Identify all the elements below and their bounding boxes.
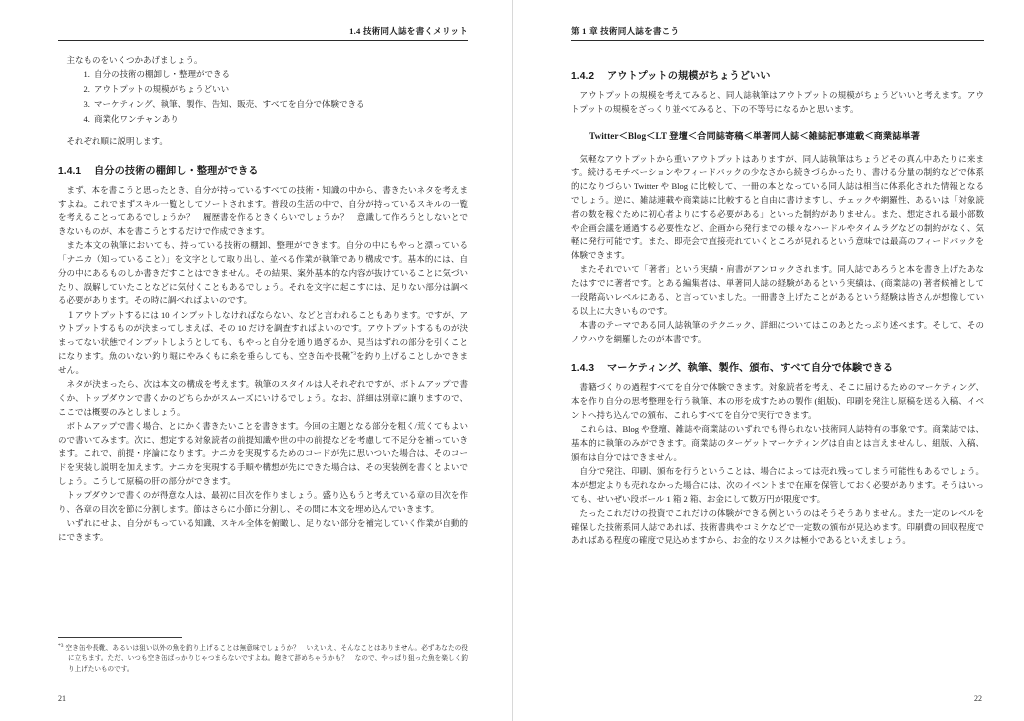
footnote — [58, 642, 468, 675]
paragraph-text-before-footnote: １アウトプットするには 10 インプットしなければならない、などと言われることもあります。ですが、アウトプットするものが決まってしまえば、その 10 だけを調査すればよいのです。アウトプットするものが決まってない状態でインプットしようとしても、もやっと自分を通り過ぎるか、見当はずれの部分を引くことになります。魚のいない釣り堀にやみくもに糸を垂らしても、空き缶や長靴 — [58, 309, 468, 362]
paragraph: アウトプットの規模を考えてみると、同人誌執筆はアウトプットの規模がちょうどいいと考えます。アウトプットの規模をざっくり並べてみると、下の不等号になるかと思います。 — [571, 90, 984, 114]
section-heading-1-4-1 — [58, 162, 468, 177]
section-number: 1.4.2 — [571, 71, 595, 83]
after-list-paragraph: それぞれ順に説明します。 — [66, 136, 168, 147]
scale-inequality-line: Twitter＜Blog＜LT 登壇＜合同誌寄稿＜単著同人誌＜雑誌記事連載＜商業誌単著 — [589, 130, 921, 141]
list-item: 1. 自分の技術の棚卸し・整理ができる — [92, 68, 468, 82]
benefits-list — [58, 68, 468, 127]
paragraph-text-after-footnote: を釣り上げることしかできません。 — [58, 351, 468, 375]
footnote-reference-icon[interactable]: *3 — [350, 351, 356, 358]
paragraph: いずれにせよ、自分がもっている知識、スキル全体を俯瞰し、足りない部分を補完していく作業が自動的にできます。 — [58, 518, 468, 542]
lead-paragraph: 主なものをいくつかあげましょう。 — [66, 55, 203, 66]
list-item: 2. アウトプットの規模がちょうどいい — [92, 83, 468, 97]
paragraph-with-footnote — [58, 309, 468, 378]
running-head-left: 1.4 技術同人誌を書くメリット — [58, 26, 468, 41]
paragraph: 自分で発注、印刷、頒布を行うということは、場合によっては売れ残ってしまう可能性もあるでしょう。本が想定よりも売れなかった場合には、次のイベントまで在庫を保管しておく必要があります。そうはいっても、せいぜい段ボール 1 箱 2 箱、お金にして数万円が限度です。 — [571, 466, 984, 504]
section-title: アウトプットの規模がちょうどいい — [607, 71, 771, 83]
paragraph: またそれでいて「著者」という実績・肩書がアンロックされます。同人誌であろうと本を書き上げたあなたはすでに著者です。とある編集者は、単著同人誌の経験があるという実績は、(商業誌の) 著者候補として一段階高いレベルにある、と言っていました。一冊書き上げたことがあるという経験は皆さんが想像している以上に大きいものです。 — [571, 264, 984, 316]
footnote-text: 空き缶や長靴、あるいは狙い以外の魚を釣り上げることは無意味でしょうか？ いえいえ、そんなことはありません。必ずあなたの役に立ちます。ただ、いつも空き缶ばっかりじゃつまらないですよね。飽きて辞めちゃうかも？ なので、やっぱり狙った魚を楽しく釣り上げたいものです。 — [65, 644, 468, 673]
paragraph: まず、本を書こうと思ったとき、自分が持っているすべての技術・知識の中から、書きたいネタを考えますよね。これでまずスキル一覧としてソートされます。普段の生活の中で、自分が持っているスキルの一覧を考えることってあるでしょうか？ 履歴書を作るときくらいでしょうか？ 意識して作ろうとしないとできないものが、本を書こうとするだけで作成できます。 — [58, 184, 468, 237]
page-number-left: 21 — [58, 694, 66, 703]
body-right — [571, 41, 984, 548]
paragraph: ネタが決まったら、次は本文の構成を考えます。執筆のスタイルは人それぞれですが、ボトムアップで書くか、トップダウンで書くかのどちらかがスムーズにいけるでしょう。なお、詳細は別章に譲りますので、ここでは概要のみとしましょう。 — [58, 379, 468, 417]
section-number: 1.4.1 — [58, 165, 82, 177]
paragraph: 気軽なアウトプットから重いアウトプットはありますが、同人誌執筆はちょうどその真ん中あたりに来ます。続けるモチベーションやフィードバックの少なさから続きづらかったり、書ける分量の制約などで体系的になりづらい Twitter や Blog に比較して、一冊の本となっている同人誌は相当に体系化された情報となるでしょう。逆に、雑誌連載や商業誌に比較すると自由に書けますし、チェックや網羅性、あるいは「対象読者の数を稼ぐために初心者よりにする必要がある」といった制約がありません。また、想定される最小部数や企画会議を通過する必要性など、企画から発行までの様々なハードルやタイムラグなどの制約がなく、気軽に発行可能です。また、即売会で直接売れていくところが見れるという意味では最高のフィードバックを体験できます。 — [571, 153, 984, 261]
section-heading-1-4-2 — [571, 67, 984, 82]
paragraph: 書籍づくりの過程すべてを自分で体験できます。対象読者を考え、そこに届けるためのマーケティング、本を作り自分の思考整理を行う執筆、本の形を成すための製作 (組版)、印刷を発注し原稿を送る入稿、イベントへ持ち込んでの頒布、これらすべてを自分で実行できます。 — [571, 382, 984, 420]
page-number-right: 22 — [974, 694, 982, 703]
footnote-divider — [58, 637, 182, 638]
running-head-right: 第 1 章 技術同人誌を書こう — [571, 26, 984, 41]
paragraph: これらは、Blog や登壇、雑誌や商業誌のいずれでも得られない技術同人誌特有の事象です。商業誌では、基本的に執筆のみができます。商業誌のターゲットマーケティングは自由とは言えませんし、組版、入稿、頒布は自分ではできません。 — [571, 424, 984, 462]
section-title: 自分の技術の棚卸し・整理ができる — [94, 165, 259, 177]
paragraph: また本文の執筆においても、持っている技術の棚卸、整理ができます。自分の中にもやっと漂っている「ナニカ（知っていること）」を文字として取り出し、並べる作業が執筆であり構成です。基本的には、自分の中にあるものしか書きだすことはできません。その結果、案外基本的な内容が抜けていることに気づいたり、誤解していたことなどに気付くこともあるでしょう。それを文字に起こすには、足りない部分は調べる必要があります。その時に調べればよいのです。 — [58, 240, 468, 306]
list-item: 3. マーケティング、執筆、製作、告知、販売、すべてを自分で体験できる — [92, 98, 468, 112]
paragraph: 本書のテーマである同人誌執筆のテクニック、詳細についてはこのあとたっぷり述べます。そして、そのノウハウを網羅したのが本書です。 — [571, 319, 984, 344]
paragraph: トップダウンで書くのが得意な人は、最初に目次を作りましょう。盛り込もうと考えている章の目次を作り、各章の目次を節に分割します。節はさらに小節に分割し、その間に本文を埋め込んでいきます。 — [58, 490, 468, 514]
body-left — [58, 41, 468, 545]
list-item: 4. 商業化ワンチャンあり — [92, 113, 468, 127]
section-title: マーケティング、執筆、製作、頒布、すべて自分で体験できる — [607, 363, 894, 375]
section-number: 1.4.3 — [571, 363, 595, 375]
paragraph: ボトムアップで書く場合、とにかく書きたいことを書きます。今回の主題となる部分を粗く/荒くてもよいので書いてみます。次に、想定する対象読者の前提知識や世の中の前提などを考慮して不足分を補っていきます。これで、前提・序論になります。ナニカを実現するためのコードが先に思いついた場合は、そのコードを実装し説明を加えます。ナニカを実現する手順や構想が先にできた場合は、その実装例を書くとよいでしょう。こうして原稿の肝の部分ができます。 — [58, 420, 468, 486]
footnote-area — [58, 637, 468, 675]
page-right — [512, 0, 1024, 721]
paragraph: たったこれだけの投資でこれだけの体験ができる例というのはそうそうありません。また一定のレベルを確保した技術系同人誌であれば、技術書典やコミケなどで一定数の頒布が見込めます。印刷費の回収程度であればある程度の確度で見込めますから、お金的なリスクは極小であるといえましょう。 — [571, 507, 984, 546]
footnote-marker: *3 — [58, 642, 64, 649]
section-heading-1-4-3 — [571, 359, 984, 374]
